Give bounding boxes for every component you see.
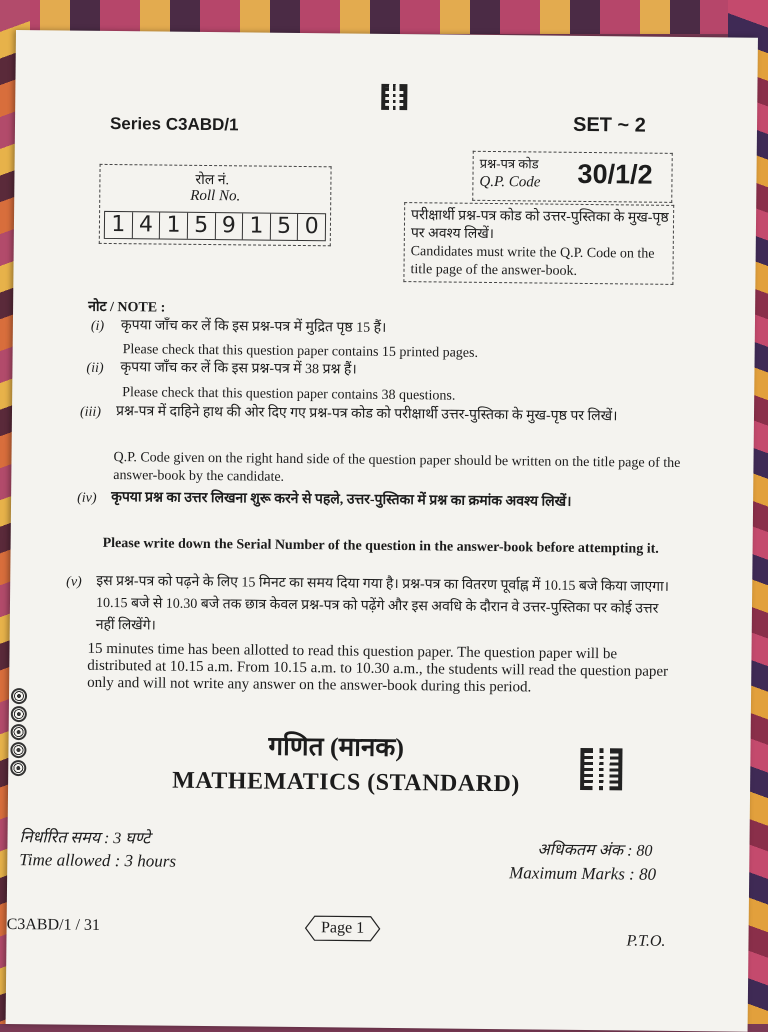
candidate-instruction-english: Candidates must write the Q.P. Code on the title page of the answer-book. [410,244,655,279]
roll-number-cells [104,211,326,241]
qp-code-label-hindi: प्रश्न-पत्र कोड [479,155,539,172]
spiral-icon [10,760,26,776]
subject-title-hindi: गणित (मानक) [268,731,405,763]
roll-digit: 5 [271,214,299,240]
note-item-english: 15 minutes time has been allotted to read this question paper. The question paper will be distributed at 10.15 a.m. From 10.15 a.m. to 10.30 a.m., the students will read the question paper only and will not write any answer on the answer-book during this period. [87,640,669,696]
note-item-number: (iv) [77,490,97,506]
spiral-icon [11,724,27,740]
qr-code-icon [381,84,407,110]
roll-label: Roll No. [190,187,241,205]
note-item-hindi: इस प्रश्न-पत्र को पढ़ने के लिए 15 मिनट का समय दिया गया है। प्रश्न-पत्र का वितरण पूर्वाह्न में 10.15 बजे किया जाएगा। 10.15 बजे से 10.30 बजे तक छात्र केवल प्रश्न-पत्र को पढ़ेंगे और इस अवधि के दौरान वे उत्तर-पुस्तिका पर कोई उत्तर नहीं लिखेंगे। [95,573,670,634]
roll-number-box [99,164,332,246]
maximum-marks-hindi: अधिकतम अंक : 80 [537,841,653,860]
subject-title: MATHEMATICS (STANDARD) [172,767,520,798]
spiral-icon [11,688,27,704]
note-item-english: Q.P. Code given on the right hand side of the question paper should be written on the title page of the answer-book by the candidate. [113,450,681,485]
note-item-hindi: कृपया प्रश्न का उत्तर लिखना शुरू करने से पहले, उत्तर-पुस्तिका में प्रश्न का क्रमांक अवश्य लिखें। [111,490,572,510]
roll-digit: 4 [132,212,160,238]
maximum-marks: Maximum Marks : 80 [509,863,657,884]
set-label: SET ~ 2 [572,113,646,137]
note-title: नोट / NOTE : [88,299,166,316]
roll-digit: 0 [304,214,319,240]
note-item-number: (ii) [86,360,104,376]
note-item-english: Please check that this question paper contains 38 questions. [122,385,456,404]
candidate-instruction-hindi: परीक्षार्थी प्रश्न-पत्र कोड को उत्तर-पुस्तिका के मुख-पृष्ठ पर अवश्य लिखें। [410,208,669,243]
candidate-instruction-box [403,202,674,285]
note-item-english: Please write down the Serial Number of the question in the answer-book before attempting it. [102,535,659,557]
pto-label: P.T.O. [626,932,666,950]
roll-label-hindi: रोल नं. [195,172,230,189]
note-item-number: (v) [66,574,82,590]
page-number: Page 1 [320,919,365,937]
roll-digit: 1 [160,213,188,239]
note-item-hindi: कृपया जाँच कर लें कि इस प्रश्न-पत्र में मुद्रित पृष्ठ 15 हैं। [120,318,387,336]
note-item-number: (i) [90,318,105,334]
note-item-number: (iii) [79,404,102,420]
note-item-hindi: कृपया जाँच कर लें कि इस प्रश्न-पत्र में 38 प्रश्न हैं। [120,360,357,378]
footer-paper-code: C3ABD/1 / 31 [6,915,101,934]
question-paper-page [6,30,758,1032]
note-item-hindi: प्रश्न-पत्र में दाहिने हाथ की ओर दिए गए प्रश्न-पत्र कोड को परीक्षार्थी उत्तर-पुस्तिका के मुख-पृष्ठ पर लिखें। [115,404,618,425]
roll-digit: 1 [243,213,271,239]
spiral-icon [10,742,26,758]
note-item-english: Please check that this question paper contains 15 printed pages. [122,342,479,361]
spiral-icon [11,706,27,722]
time-allowed: Time allowed : 3 hours [19,850,177,871]
roll-digit: 5 [188,213,216,239]
series-label: Series C3ABD/1 [109,113,239,135]
background-fabric-top [0,0,768,34]
qr-code-icon [580,748,622,790]
qp-code-label: Q.P. Code [479,173,541,191]
roll-digit: 9 [215,213,243,239]
time-allowed-hindi: निर्धारित समय : 3 घण्टे [19,829,151,848]
qp-code-box [472,151,673,203]
roll-digit: 1 [105,212,133,238]
qp-code-value: 30/1/2 [577,158,653,190]
page-number-tag [304,915,380,942]
